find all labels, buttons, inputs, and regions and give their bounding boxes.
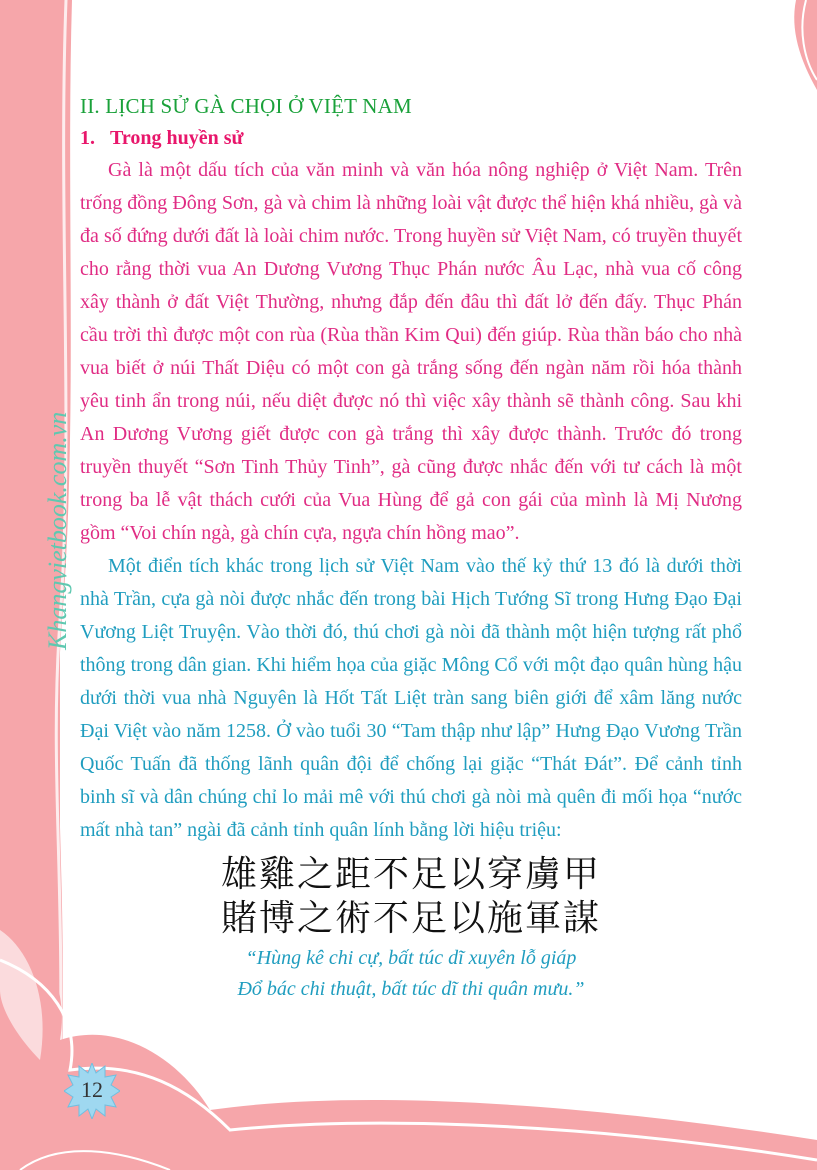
quote-line-2: Đổ bác chi thuật, bất túc dĩ thi quân mưu.” — [237, 978, 585, 1000]
page-number-badge — [64, 1063, 120, 1119]
subsection-number: 1. — [80, 127, 95, 149]
paragraph-2: Một điển tích khác trong lịch sử Việt Nam vào thế kỷ thứ 13 đó là dưới thời nhà Trần, cựa gà nòi được nhắc đến trong bài Hịch Tướng Sĩ trong Hưng Đạo Đại Vương Liệt Truyện. Vào thời đó, thú chơi gà nòi đã thành một hiện tượng rất phổ thông trong dân gian. Khi hiểm họa của giặc Mông Cổ với một đạo quân hùng hậu dưới thời vua nhà Nguyên là Hốt Tất Liệt tràn sang biên giới để xâm lăng nước Đại Việt vào năm 1258. Ở vào tuổi 30 “Tam thập như lập” Hưng Đạo Vương Trần Quốc Tuấn đã thống lãnh quân đội để chống lại giặc “Thát Đát”. Để cảnh tỉnh binh sĩ và dân chúng chỉ lo mải mê với thú chơi gà nòi mà quên đi mối họa “nước mất nhà tan” ngài đã cảnh tỉnh quân lính bằng lời hiệu triệu: — [80, 555, 742, 841]
subsection-title — [80, 122, 742, 154]
section-title: II. LỊCH SỬ GÀ CHỌI Ở VIỆT NAM — [80, 94, 412, 118]
hanzi-line-2: 賭博之術不足以施軍謀 — [220, 898, 601, 939]
hanzi-line-1: 雄雞之距不足以穿虜甲 — [220, 854, 601, 895]
paragraph-1: Gà là một dấu tích của văn minh và văn hóa nông nghiệp ở Việt Nam. Trên trống đồng Đông Sơn, gà và chim là những loài vật được thể hiện khá nhiều, gà và đa số đứng dưới đất là loài chim nước. Trong huyền sử Việt Nam, có truyền thuyết cho rằng thời vua An Dương Vương Thục Phán nước Âu Lạc, nhà vua cố công xây thành ở đất Việt Thường, nhưng đắp đến đâu thì đất lở đến đấy. Thục Phán cầu trời thì được một con rùa (Rùa thần Kim Qui) đến giúp. Rùa thần báo cho nhà vua biết ở núi Thất Diệu có một con gà trắng sống đến ngàn năm rồi hóa thành yêu tinh ẩn trong núi, nếu diệt được nó thì việc xây thành sẽ thành công. Sau khi An Dương Vương giết được con gà trắng thì xây được thành. Trước đó trong truyền thuyết “Sơn Tinh Thủy Tinh”, gà cũng được nhắc đến với tư cách là một trong ba lễ vật thách cưới của Vua Hùng để gả con gái của mình là Mị Nương gồm “Voi chín ngà, gà chín cựa, ngựa chín hồng mao”. — [80, 159, 742, 544]
main-content — [80, 90, 742, 1005]
page-number: 12 — [81, 1077, 103, 1102]
side-website-text: Khangvietbook.com.vn — [43, 411, 72, 650]
hanzi-verse — [80, 853, 742, 941]
quote-line-1: “Hùng kê chi cự, bất túc dĩ xuyên lỗ giáp — [245, 947, 577, 969]
subsection-title-text: Trong huyền sử — [110, 127, 244, 149]
